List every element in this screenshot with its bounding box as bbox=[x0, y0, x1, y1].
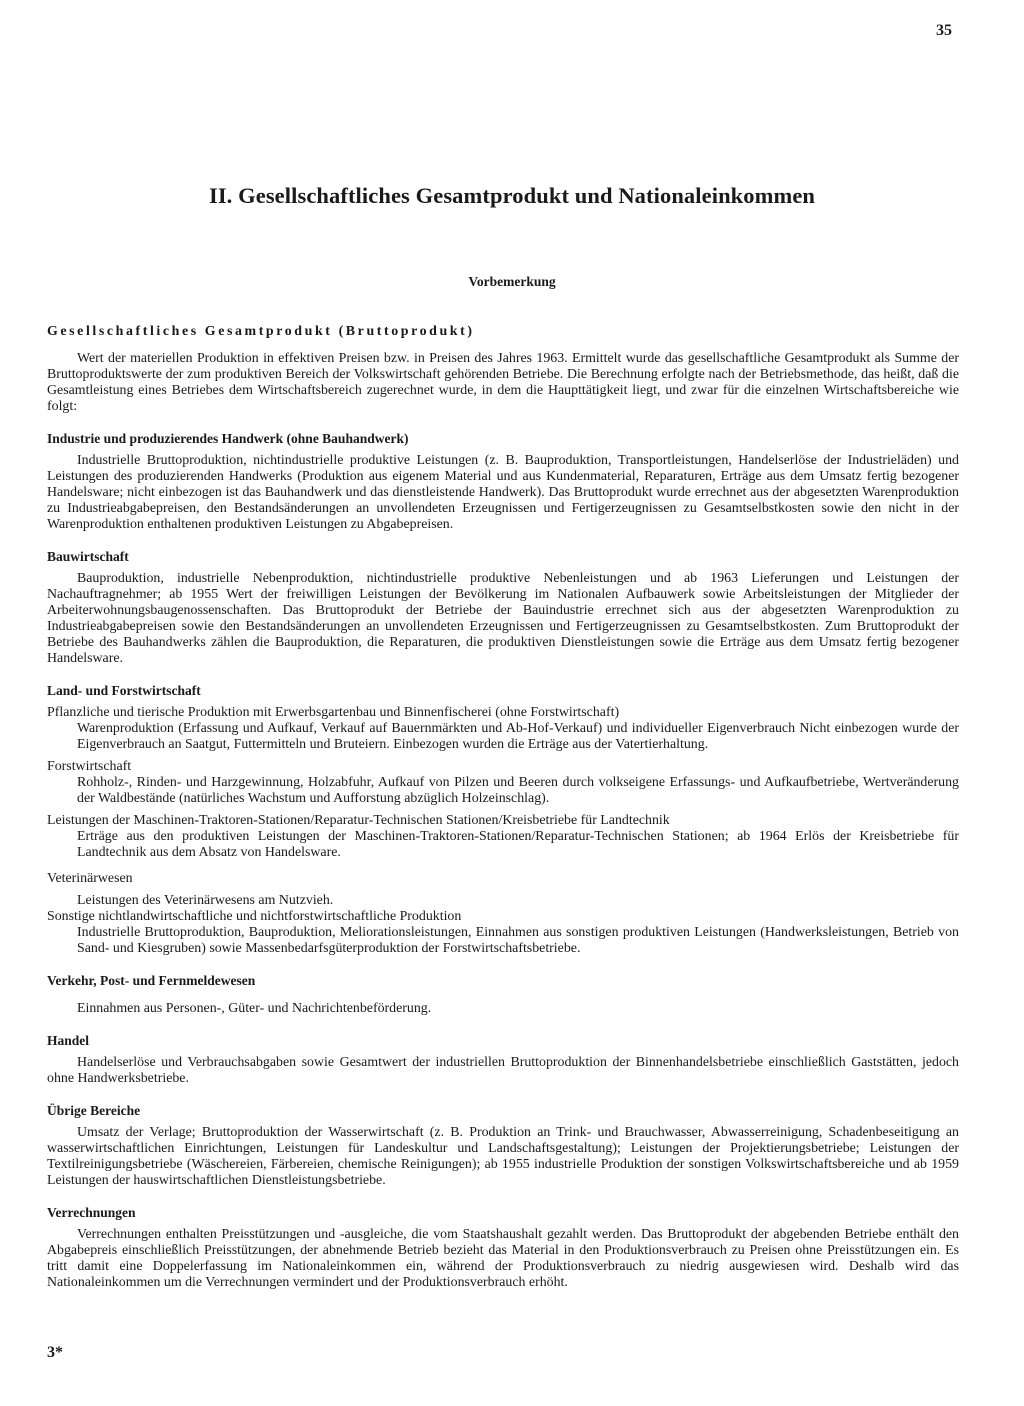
subheading-sonstige: Sonstige nichtlandwirtschaftliche und nichtforstwirtschaftliche Produktion bbox=[47, 909, 462, 924]
subheading-forstwirtschaft: Forstwirtschaft bbox=[47, 759, 132, 774]
heading-verkehr: Verkehr, Post- und Fernmeldewesen bbox=[47, 973, 256, 988]
subheading-pflanzlich: Pflanzliche und tierische Produktion mit Erwerbsgartenbau und Binnenfischerei (ohne Forstwirtschaft) bbox=[47, 705, 620, 720]
paragraph-bauwirtschaft: Bauproduktion, industrielle Nebenproduktion, nichtindustrielle produktive Nebenleistungen und ab 1963 Lieferungen und Leistungen der Nachauftragnehmer; ab 1955 Wert der freiwilligen Leistungen der Bevölkerung im Nationalen Aufbauwerk sowie Arbeitsleistungen der Mitglieder der Arbeiterwohnungsbaugenossenschaften. Das Bruttoprodukt der Betriebe der Bauindustrie errechnet sich aus der abgesetzten Warenproduktion zu Industrieabgabepreisen sowie den Bestandsänderungen an unvollendeten Erzeugnissen und Fertigerzeugnissen zu Gesamtselbstkosten. Zum Bruttoprodukt der Betriebe des Bauhandwerks zählen die Bauproduktion, die Reparaturen, die produktiven Dienstleistungen sowie die Erträge aus dem Umsatz fertig bezogener Handelsware. bbox=[47, 571, 959, 666]
heading-landwirtschaft: Land- und Forstwirtschaft bbox=[47, 683, 201, 698]
page-number: 35 bbox=[936, 22, 952, 39]
paragraph-handel: Handelserlöse und Verbrauchsabgaben sowie Gesamtwert der industriellen Bruttoproduktion der Binnenhandelsbetriebe einschließlich Gaststätten, jedoch ohne Handwerksbetriebe. bbox=[47, 1055, 959, 1086]
paragraph-forstwirtschaft: Rohholz-, Rinden- und Harzgewinnung, Holzabfuhr, Aufkauf von Pilzen und Beeren durch volkseigene Erfassungs- und Aufkaufbetriebe, Wertveränderung der Waldbestände (natürliches Wachstum und Aufforstung abzüglich Holzeinschlag). bbox=[77, 775, 959, 806]
signature-mark: 3* bbox=[47, 1344, 63, 1361]
subheading-veterinaerwesen: Veterinärwesen bbox=[47, 871, 133, 886]
paragraph-mts: Erträge aus den produktiven Leistungen der Maschinen-Traktoren-Stationen/Reparatur-Technischen Stationen; ab 1964 Erlös der Kreisbetriebe für Landtechnik aus dem Absatz von Handelsware. bbox=[77, 829, 959, 860]
paragraph-pflanzlich: Warenproduktion (Erfassung und Aufkauf, Verkauf auf Bauernmärkten und Ab-Hof-Verkauf) und individueller Eigenverbrauch Nicht einbezogen wurde der Eigenverbrauch an Saatgut, Futtermitteln und Bruteiern. Einbezogen wurden die Erträge aus der Vatertierhaltung. bbox=[77, 721, 959, 752]
section-heading-bruttoprodukt: Gesellschaftliches Gesamtprodukt (Bruttoprodukt) bbox=[47, 324, 475, 339]
document-body bbox=[47, 324, 959, 1291]
paragraph-uebrige-bereiche: Umsatz der Verlage; Bruttoproduktion der Wasserwirtschaft (z. B. Produktion an Trink- und Brauchwasser, Abwasserreinigung, Schadenbeseitigung an wasserwirtschaftlichen Einrichtungen, Leistungen für Landeskultur und Landschaftsgestaltung); Leistungen der Projektierungsbetriebe; Leistungen der Textilreinigungsbetriebe (Wäschereien, Färbereien, chemische Reinigungen); ab 1955 industrielle Produktion der sonstigen Volkswirtschaftsbereiche und ab 1959 Leistungen der hauswirtschaftlichen Dienstleistungsbetriebe. bbox=[47, 1125, 959, 1188]
heading-bauwirtschaft: Bauwirtschaft bbox=[47, 549, 129, 564]
chapter-title: II. Gesellschaftliches Gesamtprodukt und Nationaleinkommen bbox=[208, 183, 816, 208]
prelim-heading: Vorbemerkung bbox=[468, 274, 556, 289]
paragraph-veterinaerwesen: Leistungen des Veterinärwesens am Nutzvieh. bbox=[77, 893, 334, 908]
paragraph-industrie: Industrielle Bruttoproduktion, nichtindustrielle produktive Leistungen (z. B. Bauproduktion, Transportleistungen, Handelserlöse der Industrieläden) und Leistungen des produzierenden Handwerks (Produktion aus eigenem Material und aus Kundenmaterial, Reparaturen, Erträge aus dem Umsatz fertig bezogener Handelsware; nicht einbezogen ist das Bauhandwerk und das dienstleistende Handwerk). Das Bruttoprodukt wurde errechnet aus der abgesetzten Warenproduktion zu Industrieabgabepreisen, den Bestandsänderungen an unvollendeten Erzeugnissen und Fertigerzeugnissen zu Gesamtselbstkosten sowie den nicht in der Warenproduktion enthaltenen produktiven Leistungen zu Abgabepreisen. bbox=[47, 453, 959, 532]
paragraph-verkehr: Einnahmen aus Personen-, Güter- und Nachrichtenbeförderung. bbox=[77, 1001, 432, 1016]
subheading-mts: Leistungen der Maschinen-Traktoren-Stationen/Reparatur-Technischen Stationen/Kreisbetriebe für Landtechnik bbox=[47, 813, 670, 828]
heading-verrechnungen: Verrechnungen bbox=[47, 1205, 136, 1220]
heading-uebrige-bereiche: Übrige Bereiche bbox=[47, 1103, 141, 1118]
heading-handel: Handel bbox=[47, 1033, 90, 1048]
paragraph-verrechnungen: Verrechnungen enthalten Preisstützungen und -ausgleiche, die vom Staatshaushalt gezahlt werden. Das Bruttoprodukt der abgebenden Betriebe enthält den Abgabepreis einschließlich Preisstützungen, der abnehmende Betrieb bezieht das Material in den Produktionsverbrauch zu Preisen ohne Preisstützungen ein. Es tritt damit eine Doppelerfassung im Nationaleinkommen ein, während der Produktionsverbrauch zu niedrig ausgewiesen wird. Deshalb wird das Nationaleinkommen um die Verrechnungen vermindert und der Produktionsverbrauch erhöht. bbox=[47, 1227, 959, 1290]
heading-industrie: Industrie und produzierendes Handwerk (ohne Bauhandwerk) bbox=[47, 431, 409, 446]
intro-paragraph: Wert der materiellen Produktion in effektiven Preisen bzw. in Preisen des Jahres 1963. Ermittelt wurde das gesellschaftliche Gesamtprodukt als Summe der Bruttoproduktswerte der zum produktiven Bereich der Volkswirtschaft gehörenden Betriebe. Die Berechnung erfolgte nach der Betriebsmethode, das heißt, daß die Gesamtleistung eines Betriebes dem Wirtschaftsbereich zugerechnet wurde, in dem die Haupttätigkeit liegt, und zwar für die einzelnen Wirtschaftsbereiche wie folgt: bbox=[47, 351, 959, 414]
paragraph-sonstige: Industrielle Bruttoproduktion, Bauproduktion, Meliorationsleistungen, Einnahmen aus sonstigen produktiven Leistungen (Handwerksleistungen, Betrieb von Sand- und Kiesgruben) sowie Massenbedarfsgüterproduktion der Forstwirtschaftsbetriebe. bbox=[77, 925, 959, 956]
